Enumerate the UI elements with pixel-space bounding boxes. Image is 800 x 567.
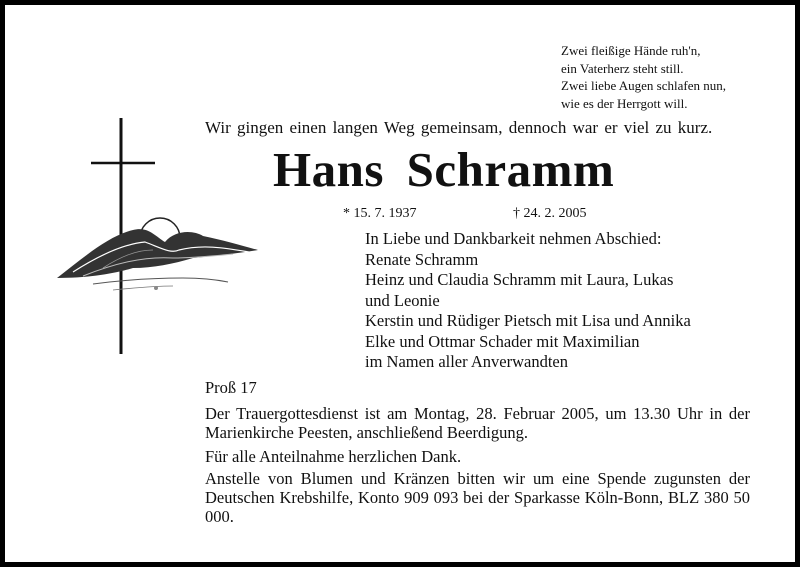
poem-line: Zwei fleißige Hände ruh'n,: [561, 43, 701, 58]
thanks-paragraph: Für alle Anteilnahme herzlichen Dank.: [205, 447, 462, 466]
donation-paragraph: Anstelle von Blumen und Kränzen bitten wir um eine Spende zugunsten der Deutschen Krebshilfe, Konto 909 093 bei der Sparkasse Köln-Bonn, BLZ 380 50 000.: [205, 469, 750, 526]
mourners-line: Renate Schramm: [365, 249, 479, 269]
mourners-line: Kerstin und Rüdiger Pietsch mit Lisa und Annika: [365, 311, 691, 330]
life-dates: [343, 206, 587, 222]
mourners-line: und Leonie: [365, 290, 440, 310]
mourners-line: Heinz und Claudia Schramm mit Laura, Lukas: [365, 270, 674, 289]
death-date: † 24. 2. 2005: [513, 206, 587, 221]
poem-line: Zwei liebe Augen schlafen nun,: [561, 78, 726, 93]
obituary-notice: [5, 5, 795, 562]
address: Proß 17: [205, 378, 257, 397]
cross-sunset-mountains-icon: [53, 118, 283, 358]
birth-date: * 15. 7. 1937: [343, 206, 417, 221]
mourners-line: im Namen aller Anverwandten: [365, 352, 568, 371]
poem: [561, 42, 726, 112]
poem-line: ein Vaterherz steht still.: [561, 60, 684, 76]
mourners-line: Elke und Ottmar Schader mit Maximilian: [365, 331, 640, 351]
mourners-line: In Liebe und Dankbarkeit nehmen Abschied:: [365, 229, 662, 248]
deceased-name: Hans Schramm: [273, 142, 615, 197]
intro-line: Wir gingen einen langen Weg gemeinsam, dennoch war er viel zu kurz.: [205, 118, 713, 137]
poem-line: wie es der Herrgott will.: [561, 95, 688, 111]
funeral-service-paragraph: Der Trauergottesdienst ist am Montag, 28. Februar 2005, um 13.30 Uhr in der Marienkirche Peesten, anschließend Beerdigung.: [205, 404, 750, 442]
mourners-list: [365, 229, 691, 373]
